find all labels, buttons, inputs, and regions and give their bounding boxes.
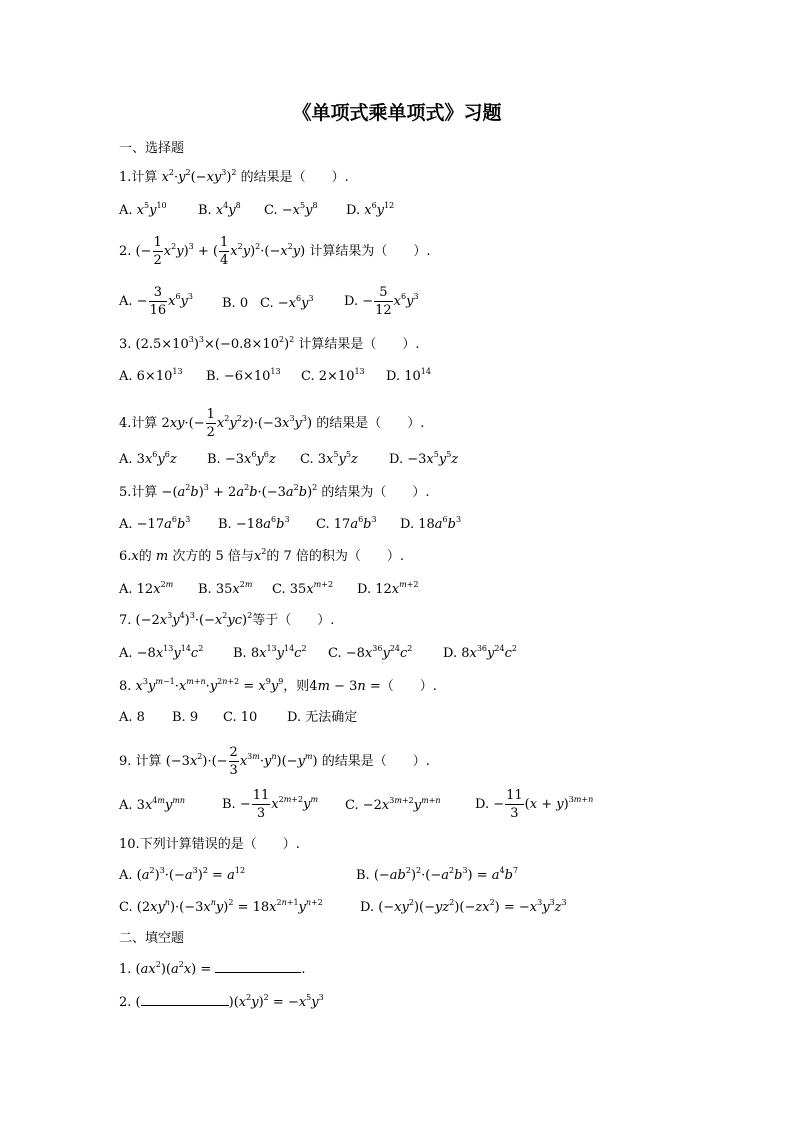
question-3: 3. $(2.5\times 10^3)^3\times(-0.8\times 10^2)^2$ 计算结果是（ ）. <box>119 335 420 352</box>
question-text: 计算 <box>131 485 158 500</box>
option-d[interactable]: D. $18a^6b^3$ <box>400 515 462 532</box>
question-5: 5.计算 $-(a^2b)^3 + 2a^2b\cdot(-3a^2b)^2$ 的结果为（ ）. <box>119 483 430 500</box>
option-c[interactable]: C. $35x^{m+2}$ <box>272 580 334 597</box>
option-b[interactable]: B. $-18a^6b^3$ <box>218 515 290 532</box>
question-number: 1. <box>119 962 132 977</box>
option-c[interactable]: C. $-8x^{36}y^{24}c^2$ <box>328 644 413 661</box>
option-b[interactable]: B. 9 <box>172 710 199 725</box>
page-title: 《单项式乘单项式》习题 <box>292 102 502 124</box>
question-text: 下列计算错误的是（ ）. <box>139 837 300 852</box>
option-c[interactable]: C. $-x^6y^3$ <box>260 294 314 311</box>
option-c[interactable]: C. $(2xy^n)\cdot(-3x^ny)^2 = 18x^{2n+1}y^{n+2}$ <box>119 898 323 915</box>
question-4: 4.计算 2xy·(− $\frac{1}{2}$ $x^2y^2z)\cdot(-3x^3y^3)$ 的结果是（ ）. <box>119 407 425 440</box>
option-d[interactable]: D. 无法确定 <box>287 710 358 725</box>
option-c[interactable]: C. $2\times 10^{13}$ <box>301 367 365 384</box>
question-1: 1.计算 $x^2\cdot y^2(-xy^3)^2$ 的结果是（ ）. <box>119 168 349 185</box>
question-6: 6.x的 m 次方的 5 倍与$x^2$的 7 倍的积为（ ）. <box>119 547 405 564</box>
fill-question-2: 2. ( )$(x^2y)^2 = -x^5y^3$ <box>119 993 324 1010</box>
option-a[interactable]: A. $x^5y^{10}$ <box>119 201 167 218</box>
option-a[interactable]: A. $6\times 10^{13}$ <box>119 367 183 384</box>
question-text: 计算结果是（ ）. <box>298 337 420 352</box>
option-d[interactable]: D. $10^{14}$ <box>386 367 431 384</box>
option-a[interactable]: A. $3x^{4m}y^{mn}$ <box>119 796 186 813</box>
question-number: 10. <box>119 837 140 852</box>
option-b[interactable]: B. $8x^{13}y^{14}c^2$ <box>233 644 307 661</box>
option-b[interactable]: B. 0 <box>222 296 249 311</box>
option-c[interactable]: C. $-2x^{3m+2}y^{m+n}$ <box>345 796 441 813</box>
fill-question-1: 1. $(ax^2)(a^2x)$ = . <box>119 960 306 977</box>
option-b[interactable]: B. $-3x^6y^6z$ <box>207 450 276 467</box>
option-b[interactable]: B. $x^4y^8$ <box>198 201 241 218</box>
option-a[interactable]: A. $(a^2)^3\cdot(-a^3)^2 = a^{12}$ <box>119 866 246 883</box>
question-text: 计算 <box>135 754 162 769</box>
option-b[interactable]: B. $-6\times 10^{13}$ <box>206 367 281 384</box>
option-b[interactable]: B. $35x^{2m}$ <box>198 580 253 597</box>
option-a[interactable]: A. $12x^{2m}$ <box>119 580 174 597</box>
question-number: 5. <box>119 485 132 500</box>
answer-blank[interactable] <box>215 960 301 973</box>
question-number: 8. <box>119 679 132 694</box>
section-heading-fill: 二、填空题 <box>119 931 185 946</box>
option-b[interactable]: B. − $\frac{11}{3}$ $x^{2m+2}y^m$ <box>222 788 319 821</box>
question-number: 4. <box>119 416 132 431</box>
option-c[interactable]: C. $3x^5y^5z$ <box>300 450 358 467</box>
section-heading-choice: 一、选择题 <box>119 141 185 156</box>
question-text: 的结果是（ ）. <box>240 170 349 185</box>
question-text: 等于（ ）. <box>252 613 335 628</box>
option-d[interactable]: D. $x^6y^{12}$ <box>346 201 395 218</box>
option-c[interactable]: C. $-x^5y^8$ <box>264 201 318 218</box>
option-c[interactable]: C. $17a^6b^3$ <box>316 515 377 532</box>
option-d[interactable]: D. $8x^{36}y^{24}c^2$ <box>443 644 517 661</box>
question-7: 7. $(-2x^3y^4)^3\cdot(-x^2yc)^2$等于（ ）. <box>119 611 335 628</box>
option-a[interactable]: A. $3x^6y^6z$ <box>119 450 177 467</box>
question-number: 6. <box>119 549 132 564</box>
question-number: 9. <box>119 754 132 769</box>
answer-blank[interactable] <box>141 993 229 1006</box>
option-c[interactable]: C. 10 <box>223 710 258 725</box>
question-text: 的结果是（ ）. <box>316 416 425 431</box>
option-d[interactable]: D. $12x^{m+2}$ <box>357 580 419 597</box>
option-b[interactable]: B. $(-ab^2)^2\cdot(-a^2b^3) = a^4b^7$ <box>356 866 519 883</box>
question-number: 2. <box>119 244 132 259</box>
option-d[interactable]: D. − $\frac{5}{12}$ $x^6y^3$ <box>344 285 419 318</box>
question-text: 计算结果为（ ）. <box>309 244 431 259</box>
question-9: 9. 计算 $(-3x^2)\cdot(-$ $\frac{2}{3}$ $x^{3m}\cdot y^n)(-y^m)$ 的结果是（ ）. <box>119 745 430 778</box>
question-text: 的结果为（ ）. <box>321 485 430 500</box>
option-d[interactable]: D. − $\frac{11}{3}$ $(x + y)^{3m+n}$ <box>475 788 594 821</box>
question-8: 8. $x^3y^{m-1}\cdot x^{m+n}\cdot y^{2n+2} = x^9y^9$，则4m − 3n =（ ）. <box>119 677 437 694</box>
option-a[interactable]: A. 8 <box>119 710 145 725</box>
question-number: 1. <box>119 170 132 185</box>
option-a[interactable]: A. $-8x^{13}y^{14}c^2$ <box>119 644 204 661</box>
option-a[interactable]: A. $-17a^6b^3$ <box>119 515 191 532</box>
question-text: （ ）. <box>380 679 437 694</box>
option-d[interactable]: D. $(-xy^2)(-yz^2)(-zx^2) = -x^3y^3z^3$ <box>360 898 567 915</box>
option-d[interactable]: D. $-3x^5y^5z$ <box>389 450 459 467</box>
question-number: 3. <box>119 337 132 352</box>
question-text: 的结果是（ ）. <box>321 754 430 769</box>
question-text: 计算 <box>131 416 158 431</box>
option-a[interactable]: A. − $\frac{3}{16}$ $x^6y^3$ <box>119 285 193 318</box>
question-number: 7. <box>119 613 132 628</box>
question-text: 计算 <box>131 170 158 185</box>
question-number: 2. <box>119 995 132 1010</box>
question-2: 2. (− $\frac{1}{2}$ $x^2y)^3$ + ( $\frac{1}{4}$ $x^2y)^2\cdot(-x^2y)$ 计算结果为（ ）. <box>119 235 431 268</box>
question-10 <box>119 835 300 855</box>
